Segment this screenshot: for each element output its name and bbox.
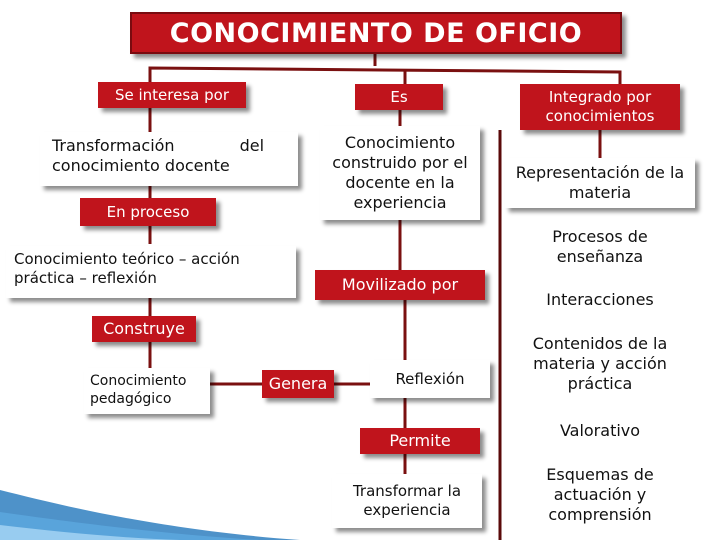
node-reflexion: Reflexión (370, 360, 490, 398)
node-conocimiento-construido: Conocimiento construido por el docente en la experiencia (320, 126, 480, 220)
node-permite: Permite (360, 428, 480, 454)
node-valorativo: Valorativo (520, 418, 680, 444)
page-title: CONOCIMIENTO DE OFICIO (130, 12, 622, 54)
decorative-swoosh (0, 450, 300, 540)
node-genera: Genera (262, 370, 334, 398)
node-esquemas: Esquemas de actuación y comprensión (520, 460, 680, 530)
transformacion-line2: conocimiento docente (52, 156, 230, 175)
node-movilizado-por: Movilizado por (315, 270, 485, 300)
node-procesos-ensenanza: Procesos de enseñanza (520, 224, 680, 270)
node-conocimiento-pedagogico: Conocimiento pedagógico (84, 368, 210, 414)
node-en-proceso: En proceso (80, 198, 216, 226)
node-es: Es (355, 84, 443, 110)
transformacion-line1: Transformación del (52, 136, 265, 155)
node-transformar: Transformar la experiencia (332, 474, 482, 528)
node-integrado-por: Integrado por conocimientos (520, 84, 680, 130)
node-interacciones: Interacciones (520, 286, 680, 314)
node-transformacion (40, 132, 298, 186)
node-construye: Construye (92, 316, 196, 342)
node-se-interesa-por: Se interesa por (98, 82, 246, 108)
node-conocimiento-teorico: Conocimiento teórico – acción práctica – reflexión (6, 246, 296, 298)
node-contenidos: Contenidos de la materia y acción práctica (505, 330, 695, 398)
node-representacion: Representación de la materia (505, 158, 695, 208)
